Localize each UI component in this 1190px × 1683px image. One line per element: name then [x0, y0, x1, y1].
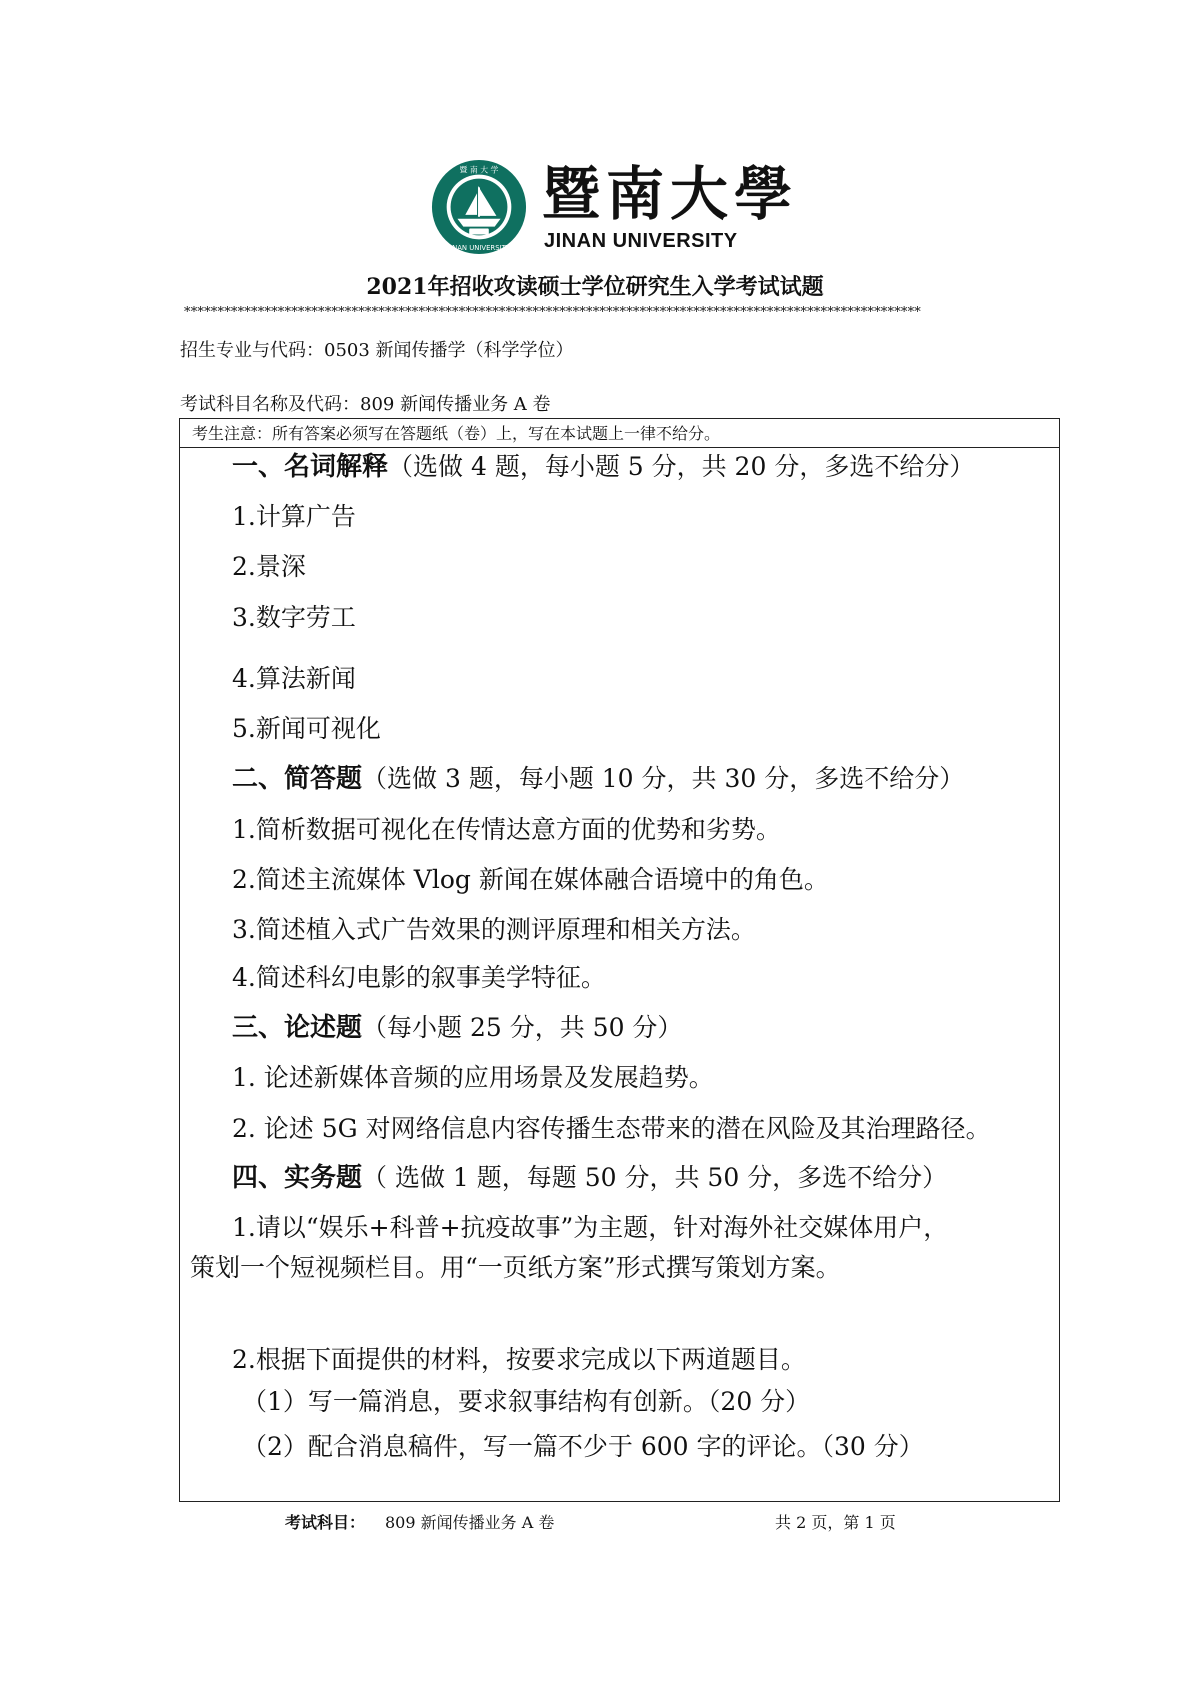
svg-text:暨 南 大 学: 暨 南 大 学	[459, 165, 499, 175]
footer-subject-label: 考试科目：	[285, 1513, 366, 1532]
list-item: 1.计算广告	[232, 502, 356, 531]
footer-subject: 809 新闻传播业务 A 卷	[385, 1513, 555, 1532]
list-item: 2. 论述 5G 对网络信息内容传播生态带来的潜在风险及其治理路径。	[232, 1114, 991, 1143]
list-item: 1.请以“娱乐+科普+抗疫故事”为主题，针对海外社交媒体用户，	[232, 1213, 949, 1242]
question-box	[179, 418, 1060, 1502]
section-3-note: （每小题 25 分，共 50 分）	[362, 1013, 683, 1042]
list-item: 2.景深	[232, 552, 306, 581]
subject-code-line: 考试科目名称及代码：809 新闻传播业务 A 卷	[180, 394, 551, 415]
list-item: （2）配合消息稿件，写一篇不少于 600 字的评论。（30 分）	[242, 1432, 924, 1461]
list-item: 5.新闻可视化	[232, 714, 381, 743]
list-item: 2.简述主流媒体 Vlog 新闻在媒体融合语境中的角色。	[232, 865, 829, 894]
university-seal-icon	[430, 158, 528, 256]
section-3-heading	[232, 1010, 682, 1046]
section-2-heading	[232, 761, 964, 797]
university-logo	[430, 158, 799, 258]
section-1-name: 一、名词解释	[232, 452, 389, 482]
candidate-notice: 考生注意：所有答案必须写在答题纸（卷）上，写在本试题上一律不给分。	[180, 419, 1059, 448]
list-item: （1）写一篇消息，要求叙事结构有创新。（20 分）	[242, 1387, 811, 1416]
section-2-name: 二、简答题	[232, 764, 363, 794]
list-item: 1.简析数据可视化在传情达意方面的优势和劣势。	[232, 815, 781, 844]
university-wordmark	[542, 158, 799, 258]
separator-line: **************************************************************************************************************	[184, 305, 921, 320]
section-1-heading	[232, 449, 974, 485]
section-4-name: 四、实务题	[232, 1163, 363, 1193]
list-item: 策划一个短视频栏目。用“一页纸方案”形式撰写策划方案。	[190, 1253, 841, 1282]
exam-title: 2021年招收攻读硕士学位研究生入学考试试题	[366, 274, 824, 300]
list-item: 2.根据下面提供的材料，按要求完成以下两道题目。	[232, 1345, 806, 1374]
section-2-note: （选做 3 题，每小题 10 分，共 30 分，多选不给分）	[362, 764, 965, 793]
list-item: 3.简述植入式广告效果的测评原理和相关方法。	[232, 915, 756, 944]
section-4-note: （ 选做 1 题，每题 50 分，共 50 分，多选不给分）	[362, 1163, 948, 1192]
footer-page-number: 共 2 页，第 1 页	[775, 1513, 896, 1532]
section-4-heading	[232, 1160, 947, 1196]
section-3-name: 三、论述题	[232, 1013, 363, 1043]
svg-text:JINAN UNIVERSITY: JINAN UNIVERSITY	[448, 244, 510, 253]
section-1-note: （选做 4 题，每小题 5 分，共 20 分，多选不给分）	[388, 452, 975, 481]
list-item: 4.算法新闻	[232, 664, 356, 693]
university-name-cn: 暨南大學	[542, 160, 799, 228]
list-item: 3.数字劳工	[232, 603, 356, 632]
major-code-line: 招生专业与代码：0503 新闻传播学（科学学位）	[180, 340, 574, 361]
university-name-en: JINAN UNIVERSITY	[544, 230, 738, 252]
list-item: 4.简述科幻电影的叙事美学特征。	[232, 963, 606, 992]
list-item: 1. 论述新媒体音频的应用场景及发展趋势。	[232, 1063, 714, 1092]
